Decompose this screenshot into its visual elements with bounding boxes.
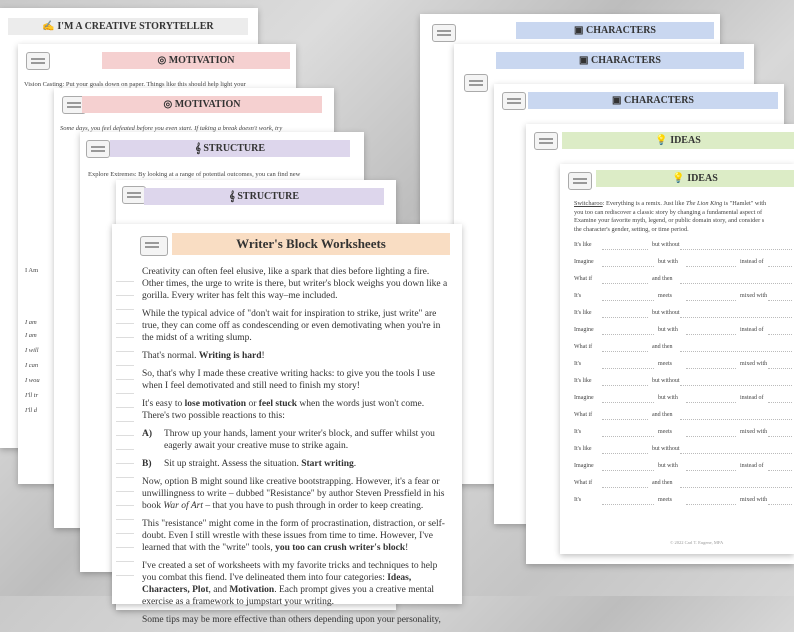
idea-prompt-word: What if (574, 344, 593, 350)
fill-in-blank[interactable] (602, 504, 654, 505)
idea-prompt-word: but without (652, 446, 680, 452)
resistance-paragraph: Now, option B might sound like creative bootstrapping. However, it's a fear or unwillingness to write – dubbed "Resistance" by author Steven Pressfield in his book War of Art – that you have to push through in order to keep creating. (142, 477, 445, 511)
idea-prompt-word: instead of (740, 327, 764, 333)
fill-in-blank[interactable] (686, 368, 736, 369)
idea-prompt-word: It's like (574, 446, 592, 452)
fill-in-blank[interactable] (686, 300, 736, 301)
ideas-title-2: 💡 IDEAS (596, 170, 794, 187)
characters-title-3: ▣ CHARACTERS (528, 92, 778, 109)
idea-prompt-word: and then (652, 412, 673, 418)
idea-prompt-word: but with (658, 463, 678, 469)
idea-prompt-word: but without (652, 378, 680, 384)
fill-in-blank[interactable] (602, 470, 654, 471)
option-a: A) Throw up your hands, lament your writer's block, and suffer whilst you eagerly await your creative muse to strike again. (142, 429, 435, 451)
idea-prompt-row (574, 344, 794, 353)
idea-prompt-row (574, 293, 794, 302)
fill-in-blank[interactable] (602, 436, 654, 437)
typewriter-icon (26, 52, 50, 70)
idea-prompt-word: but with (658, 259, 678, 265)
idea-prompt-word: instead of (740, 463, 764, 469)
idea-prompt-row (574, 463, 794, 472)
fill-in-blank[interactable] (680, 351, 792, 352)
idea-prompt-row (574, 412, 794, 421)
idea-prompt-word: meets (658, 361, 672, 367)
idea-prompt-row (574, 497, 794, 506)
typewriter-icon (464, 74, 488, 92)
idea-prompt-word: and then (652, 276, 673, 282)
idea-prompt-row (574, 242, 794, 251)
idea-prompt-word: It's (574, 361, 582, 367)
typewriter-icon (568, 172, 592, 190)
fill-in-blank[interactable] (602, 385, 648, 386)
fill-in-blank[interactable] (768, 436, 792, 437)
tips-paragraph: Some tips may be more effective than others depending upon your personality, (142, 615, 441, 625)
fill-in-blank[interactable] (680, 385, 792, 386)
fill-in-blank[interactable] (686, 334, 736, 335)
idea-prompt-row (574, 276, 794, 285)
fill-in-blank[interactable] (602, 368, 654, 369)
fill-in-blank[interactable] (602, 419, 648, 420)
fill-in-blank[interactable] (602, 317, 648, 318)
fill-in-blank[interactable] (680, 283, 792, 284)
fill-in-blank[interactable] (602, 487, 648, 488)
fill-in-blank[interactable] (686, 266, 736, 267)
option-b: B) Sit up straight. Assess the situation. Start writing. (142, 459, 357, 469)
idea-prompt-word: instead of (740, 395, 764, 401)
copyright: © 2022 Carl T. Eugene, MFA (670, 540, 724, 545)
motivation-title-2: ◎ MOTIVATION (82, 96, 322, 113)
structure-title-2: 𝄞 STRUCTURE (144, 188, 384, 205)
reactions-paragraph: It's easy to lose motivation or feel stuck when the words just won't come. There's two possible reactions to this: (142, 399, 425, 421)
fill-in-blank[interactable] (602, 283, 648, 284)
idea-prompt-row (574, 259, 794, 268)
fill-in-blank[interactable] (686, 436, 736, 437)
idea-prompt-word: meets (658, 429, 672, 435)
idea-prompt-word: It's like (574, 378, 592, 384)
fill-in-blank[interactable] (686, 470, 736, 471)
idea-prompt-row (574, 395, 794, 404)
left-lines (116, 268, 134, 588)
idea-prompt-word: but with (658, 395, 678, 401)
idea-prompt-row (574, 429, 794, 438)
fill-in-blank[interactable] (680, 419, 792, 420)
idea-prompt-word: Imagine (574, 327, 594, 333)
typewriter-icon (502, 92, 526, 110)
fill-in-blank[interactable] (768, 470, 792, 471)
ideas-title: 💡 IDEAS (562, 132, 794, 149)
fill-in-blank[interactable] (602, 453, 648, 454)
idea-prompt-row (574, 327, 794, 336)
fill-in-blank[interactable] (768, 504, 792, 505)
idea-prompt-word: It's like (574, 242, 592, 248)
idea-prompt-row (574, 480, 794, 489)
idea-prompt-word: mixed with (740, 497, 768, 503)
motivation-text: Vision Casting: Put your goals down on paper. Things like this should help light your (24, 81, 246, 88)
affirmation: I wou (25, 377, 40, 384)
motivation-text-2: Some days, you feel defeated before you even start. If taking a break doesn't work, try (60, 125, 283, 132)
fill-in-blank[interactable] (680, 487, 792, 488)
fill-in-blank[interactable] (680, 453, 792, 454)
typewriter-icon (432, 24, 456, 42)
typewriter-icon (86, 140, 110, 158)
structure-text: Explore Extremes: By looking at a range of potential outcomes, you can find new (88, 171, 301, 178)
fill-in-blank[interactable] (602, 402, 654, 403)
idea-prompt-word: It's (574, 293, 582, 299)
idea-prompt-word: It's like (574, 310, 592, 316)
main-title: Writer's Block Worksheets (172, 233, 450, 255)
characters-title: ▣ CHARACTERS (516, 22, 714, 39)
idea-prompt-word: What if (574, 480, 593, 486)
idea-prompt-word: and then (652, 480, 673, 486)
idea-prompt-word: What if (574, 412, 593, 418)
fill-in-blank[interactable] (768, 334, 792, 335)
structure-title: 𝄞 STRUCTURE (110, 140, 350, 157)
idea-prompt-row (574, 378, 794, 387)
affirmation: I'll tr (25, 392, 39, 399)
idea-prompt-row (574, 446, 794, 455)
idea-prompt-word: but without (652, 242, 680, 248)
idea-prompt-word: mixed with (740, 293, 768, 299)
fill-in-blank[interactable] (680, 249, 792, 250)
characters-title-2: ▣ CHARACTERS (496, 52, 744, 69)
motivation-title: ◎ MOTIVATION (102, 52, 290, 69)
affirmation: I Am (25, 267, 39, 274)
idea-prompt-word: What if (574, 276, 593, 282)
affirmation: I can (25, 362, 39, 369)
affirmation: I'll d (25, 407, 38, 414)
fill-in-blank[interactable] (686, 504, 736, 505)
idea-prompt-word: It's (574, 497, 582, 503)
advice-paragraph: While the typical advice of "don't wait for inspiration to strike, just write" are true, they can come off as condescending or even demotivating when you're in the midst of a writing slump. (142, 309, 441, 343)
hacks-paragraph: So, that's why I made these creative writing hacks: to give you the tools I use when I feel demotivated and still need to finish my story! (142, 369, 435, 391)
idea-prompt-word: but without (652, 310, 680, 316)
idea-prompt-word: mixed with (740, 429, 768, 435)
affirmation: I am (25, 332, 37, 339)
affirmation: I am (25, 319, 37, 326)
idea-prompt-row (574, 361, 794, 370)
typewriter-icon (122, 186, 146, 204)
idea-prompt-word: mixed with (740, 361, 768, 367)
storyteller-title: ✍ I'M A CREATIVE STORYTELLER (8, 18, 248, 35)
crush-paragraph: This "resistance" might come in the form of procrastination, distraction, or self-doubt. Even I still wrestle with these issues from time to time. However, I've learned that with the "write" tools, you too can crush writer's block! (142, 519, 445, 553)
normal-paragraph: That's normal. Writing is hard! (142, 351, 265, 361)
main-body (142, 266, 452, 632)
idea-prompt-word: meets (658, 497, 672, 503)
switcharoo-prompt: Switcharoo: Everything is a remix. Just like The Lion King is "Hamlet" with you too can rediscover a classic story by changing a fundamental aspect of Examine your favorite myth, legend, or public domain story, and consider s the character's gender, setting, or time period. (574, 200, 767, 233)
fill-in-blank[interactable] (680, 317, 792, 318)
intro-paragraph: Creativity can often feel elusive, like a spark that dies before lighting a fire. Other times, the urge to write is there, but writer's block weighs you down like a gorilla. Every writer has felt this way–me included. (142, 267, 448, 301)
fill-in-blank[interactable] (686, 402, 736, 403)
idea-prompt-word: Imagine (574, 259, 594, 265)
ideas-worksheet (560, 164, 794, 554)
fill-in-blank[interactable] (768, 300, 792, 301)
fill-in-blank[interactable] (768, 368, 792, 369)
idea-prompt-word: and then (652, 344, 673, 350)
categories-paragraph: I've created a set of worksheets with my favorite tricks and techniques to help you combat this fiend. I've delineated them into four categories: Ideas, Characters, Plot, and Motivation. Each prompt gives you a creative mental exercise as a framework to jumpstart your writing. (142, 561, 438, 607)
affirmation: I will (25, 347, 39, 354)
fill-in-blank[interactable] (602, 334, 654, 335)
typewriter-icon (534, 132, 558, 150)
fill-in-blank[interactable] (602, 249, 648, 250)
fill-in-blank[interactable] (602, 351, 648, 352)
idea-prompt-word: but with (658, 327, 678, 333)
fill-in-blank[interactable] (602, 266, 654, 267)
idea-prompt-word: It's (574, 429, 582, 435)
idea-prompt-word: Imagine (574, 395, 594, 401)
idea-prompt-word: Imagine (574, 463, 594, 469)
fill-in-blank[interactable] (768, 266, 792, 267)
idea-prompt-word: instead of (740, 259, 764, 265)
idea-prompt-word: meets (658, 293, 672, 299)
fill-in-blank[interactable] (768, 402, 792, 403)
fill-in-blank[interactable] (602, 300, 654, 301)
idea-prompt-row (574, 310, 794, 319)
typewriter-icon (140, 236, 168, 256)
